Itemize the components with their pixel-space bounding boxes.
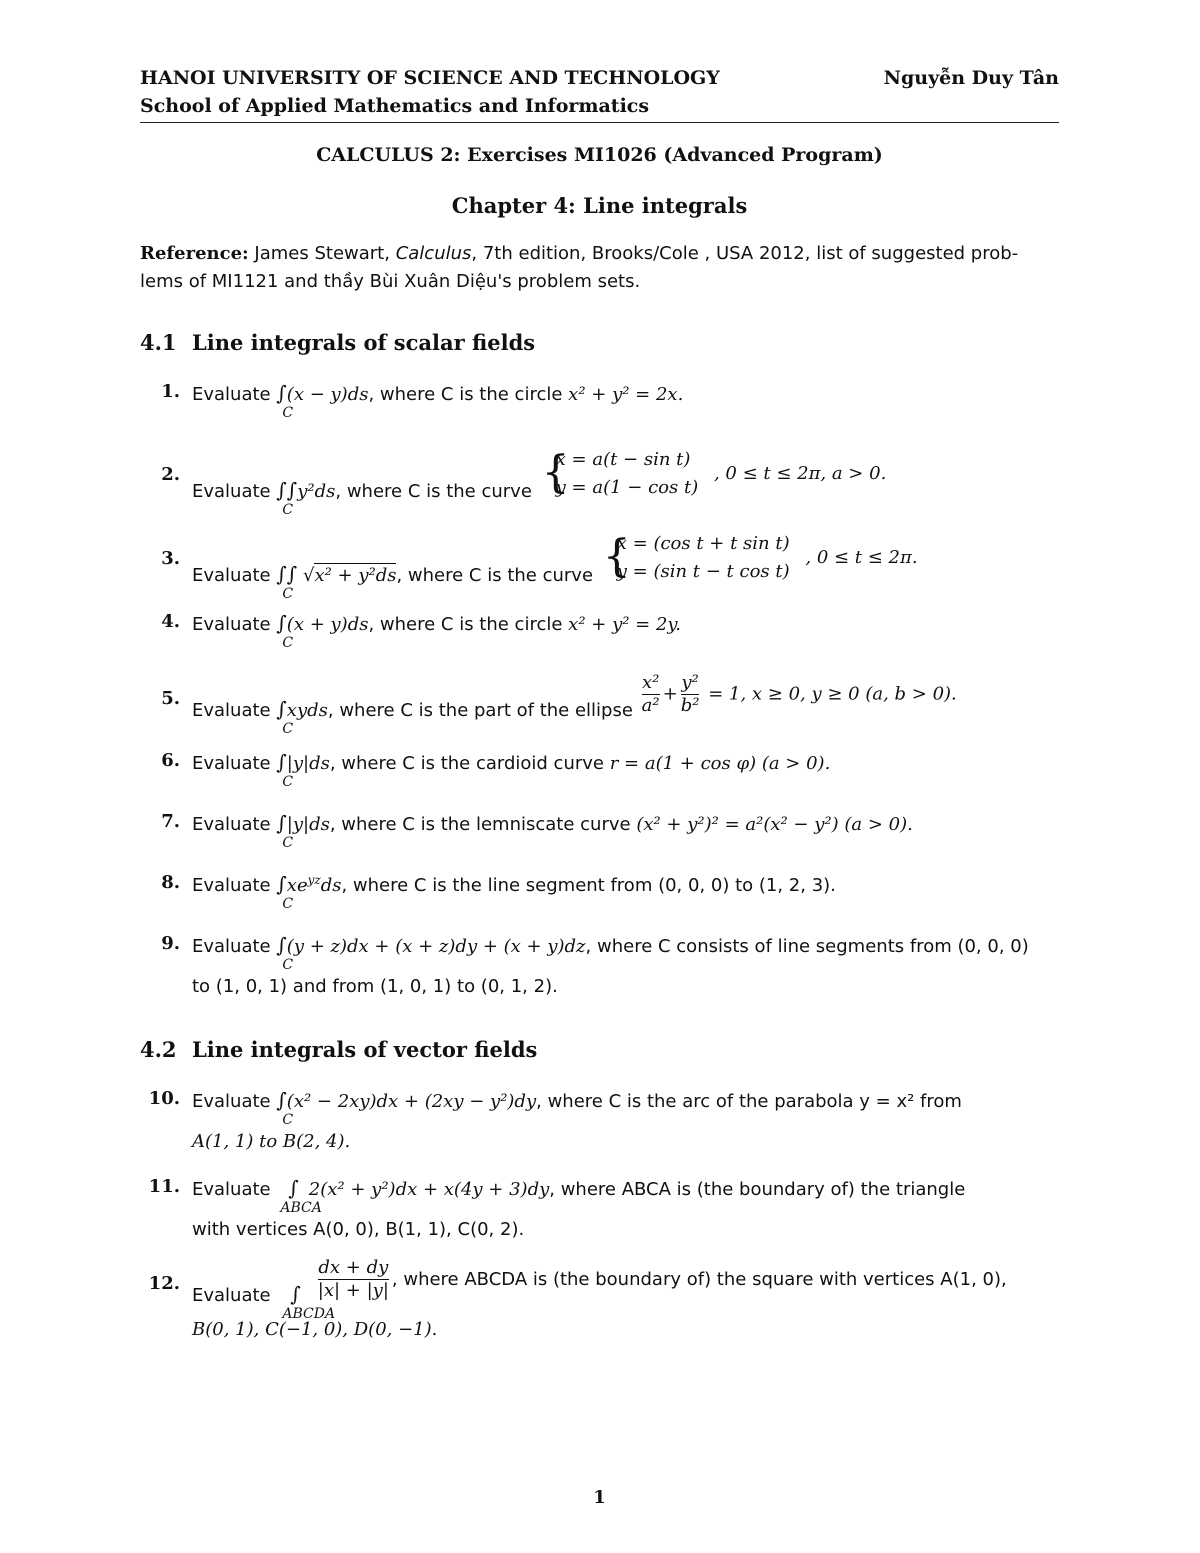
condition: , 0 ≤ t ≤ 2π. xyxy=(805,547,918,568)
section-number: 4.2 xyxy=(140,1037,177,1062)
integrand: x² + y²ds xyxy=(314,565,397,586)
author-name: Nguyễn Duy Tân xyxy=(883,67,1059,89)
integral-sign: ∫ C xyxy=(276,811,294,851)
condition: x² + y² = 2x. xyxy=(568,384,684,405)
exercise-lead: Evaluate xyxy=(192,1179,271,1200)
exercise-text: , where ABCDA is (the boundary of) the square with vertices A(1, 0), xyxy=(391,1268,1007,1290)
exercise-number: 9. xyxy=(161,933,180,954)
integrand: (x − y)ds xyxy=(286,384,369,405)
exercise-number: 6. xyxy=(161,750,180,771)
section-title: Line integrals of vector fields xyxy=(192,1037,538,1062)
school-name: School of Applied Mathematics and Informatics xyxy=(140,95,650,117)
exercise-lead: Evaluate xyxy=(192,699,271,721)
integral-sign: ∫ C xyxy=(276,611,294,651)
exercise-number: 1. xyxy=(161,381,180,402)
integral-sign: ∫ ABCA xyxy=(280,1176,322,1216)
integral-sign: ∫ C xyxy=(276,750,294,790)
exercise-text: , where C is the curve xyxy=(335,481,532,502)
integrand: (x + y)ds xyxy=(286,614,369,635)
condition: (x² + y²)² = a²(x² − y²) (a > 0). xyxy=(636,814,913,835)
course-title: CALCULUS 2: Exercises MI1026 (Advanced Program) xyxy=(316,144,883,166)
condition: r = a(1 + cos φ) (a > 0). xyxy=(609,753,831,774)
integral-sign: ∫ ABCDA xyxy=(282,1281,336,1322)
exercise-number: 8. xyxy=(161,872,180,893)
exercise-lead: Evaluate xyxy=(192,384,271,405)
integrand: |y|ds xyxy=(286,753,330,774)
integrand: xe xyxy=(286,875,308,896)
reference-text-before: James Stewart, xyxy=(254,243,390,264)
reference-line2: lems of MI1121 and thầy Bùi Xuân Diệu's problem sets. xyxy=(140,271,641,292)
exercise-text: , where C is the line segment from (0, 0, 0) to (1, 2, 3). xyxy=(341,875,836,896)
section-number: 4.1 xyxy=(140,330,177,355)
integral-sign: ∫ C xyxy=(276,933,294,973)
exercise-line2: A(1, 1) to B(2, 4). xyxy=(192,1131,351,1152)
section-heading-4-2 xyxy=(140,1037,537,1062)
integrand: (y + z)dx + (x + z)dy + (x + y)dz xyxy=(286,936,586,957)
exercise-lead: Evaluate xyxy=(192,814,271,835)
integral-sign: ∫ C xyxy=(276,872,294,912)
exercise-lead: Evaluate xyxy=(192,753,271,774)
reference-text-after: , 7th edition, Brooks/Cole , USA 2012, list of suggested prob- xyxy=(471,243,1019,264)
system-line: y = (sin t − t cos t) xyxy=(616,561,790,582)
fraction-y: $\frac{\text{y²}}{\text{b²}}$ xyxy=(680,672,700,716)
exercise-lead: Evaluate xyxy=(192,481,271,502)
exercise-number: 10. xyxy=(148,1088,180,1109)
integral-sign: ∫ C xyxy=(276,696,294,737)
integral-sign: ∫∫ C xyxy=(276,562,298,602)
section-title: Line integrals of scalar fields xyxy=(192,330,536,355)
exercise-text: , where ABCA is (the boundary of) the triangle xyxy=(549,1179,966,1200)
integrand: |y|ds xyxy=(286,814,330,835)
integrand: xyds xyxy=(286,699,328,721)
page-number: 1 xyxy=(593,1487,606,1508)
system-line: x = a(t − sin t) xyxy=(555,449,691,470)
reference-label: Reference: xyxy=(140,243,249,264)
exercise-number: 2. xyxy=(161,464,180,485)
exercise-text: , where C is the cardioid curve xyxy=(329,753,604,774)
exercise-number: 4. xyxy=(161,611,180,632)
condition: , 0 ≤ t ≤ 2π, a > 0. xyxy=(713,463,887,484)
parametric-system: { x = a(t − sin t) y = a(1 − cos t) xyxy=(542,446,699,502)
exercise-lead: Evaluate xyxy=(192,614,271,635)
section-heading-4-1 xyxy=(140,330,535,355)
exercise-line2: with vertices A(0, 0), B(1, 1), C(0, 2). xyxy=(192,1219,525,1240)
fraction-x: $\frac{\text{x²}}{\text{a²}}$ xyxy=(641,672,660,716)
condition: x² + y² = 2y. xyxy=(568,614,681,635)
system-line: x = (cos t + t sin t) xyxy=(616,533,790,554)
exercise-text: , where C is the circle xyxy=(368,614,563,635)
exercise-number: 12. xyxy=(148,1273,180,1294)
exercise-text: , where C consists of line segments from (0, 0, 0) xyxy=(585,936,1029,957)
sqrt-symbol: √ xyxy=(302,565,315,586)
reference-paragraph xyxy=(140,240,1059,296)
exercise-line2: to (1, 0, 1) and from (1, 0, 1) to (0, 1, 2). xyxy=(192,976,558,997)
exercise-text: , where C is the curve xyxy=(396,565,594,586)
fraction-integrand: $\frac{dx + dy}{|x| + |y|}$ xyxy=(317,1257,389,1301)
exercise-lead: Evaluate xyxy=(192,565,271,586)
exercise-lead: Evaluate xyxy=(192,875,271,896)
chapter-title: Chapter 4: Line integrals xyxy=(451,193,748,218)
integral-sign: ∫ C xyxy=(276,1088,294,1128)
integral-sign: ∫ C xyxy=(276,381,294,421)
exercise-number: 3. xyxy=(161,548,180,569)
exponent: yz xyxy=(307,873,321,887)
exercise-text: , where C is the lemniscate curve xyxy=(329,814,631,835)
integrand-ds: ds xyxy=(320,875,342,896)
header-rule xyxy=(140,122,1059,123)
exercise-lead: Evaluate xyxy=(192,1284,271,1306)
parametric-system: { x = (cos t + t sin t) y = (sin t − t cos t) xyxy=(603,530,790,586)
exercise-number: 5. xyxy=(161,688,180,709)
system-line: y = a(1 − cos t) xyxy=(555,477,699,498)
integrand: 2(x² + y²)dx + x(4y + 3)dy xyxy=(308,1179,550,1200)
integral-sign: ∫∫ C xyxy=(276,478,298,518)
integrand: y²ds xyxy=(297,481,336,502)
exercise-lead: Evaluate xyxy=(192,1091,271,1112)
exercise-text: , where C is the circle xyxy=(368,384,563,405)
exercise-number: 7. xyxy=(161,811,180,832)
reference-book: Calculus xyxy=(395,243,472,264)
exercise-text: , where C is the arc of the parabola y = x² from xyxy=(536,1091,962,1112)
exercise-text: , where C is the part of the ellipse xyxy=(327,699,633,721)
condition: = 1, x ≥ 0, y ≥ 0 (a, b > 0). xyxy=(708,683,957,705)
exercise-number: 11. xyxy=(148,1176,180,1197)
exercise-line2: B(0, 1), C(−1, 0), D(0, −1). xyxy=(192,1319,438,1340)
university-name: HANOI UNIVERSITY OF SCIENCE AND TECHNOLOGY xyxy=(140,67,720,89)
exercise-lead: Evaluate xyxy=(192,936,271,957)
integrand: (x² − 2xy)dx + (2xy − y²)dy xyxy=(286,1091,537,1112)
